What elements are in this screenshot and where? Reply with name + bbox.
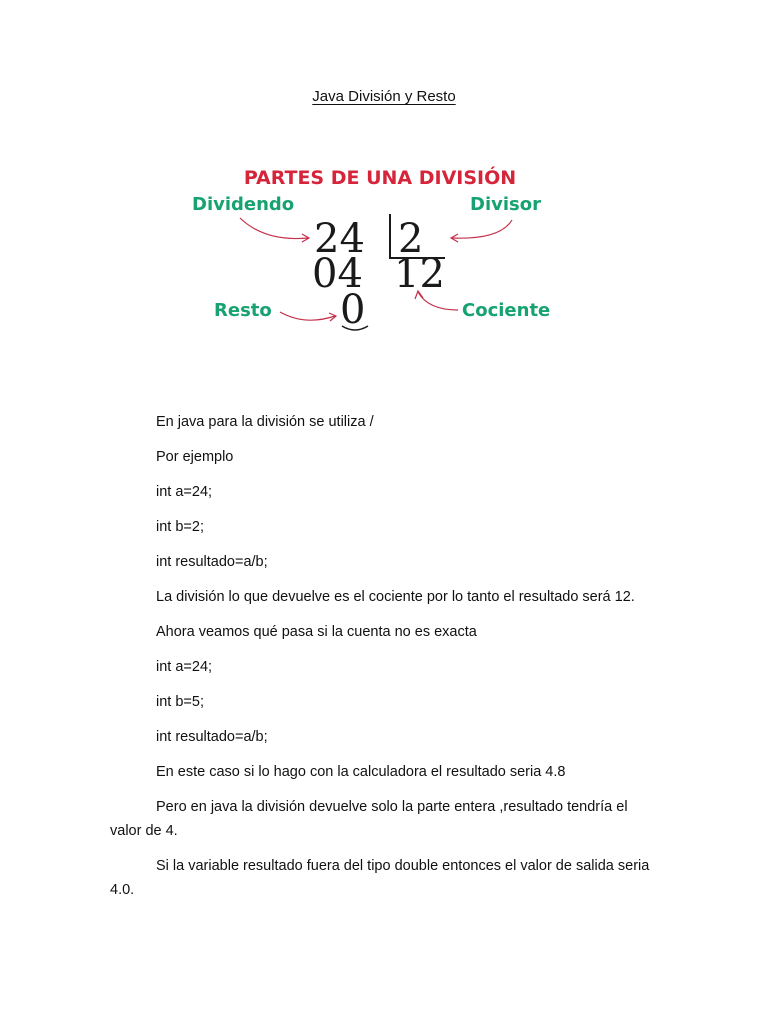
number-quotient: 12 [394, 251, 445, 297]
document-title: Java División y Resto [312, 88, 456, 105]
code-line: int b=5; [156, 694, 204, 710]
code-line: int b=2; [156, 519, 204, 535]
division-parts-figure [180, 150, 580, 350]
figure-heading: PARTES DE UNA DIVISIÓN [243, 167, 517, 189]
paragraph: Por ejemplo [156, 449, 234, 465]
label-remainder: Resto [214, 300, 272, 321]
arrow-remainder [280, 312, 335, 320]
label-quotient: Cociente [462, 300, 551, 321]
paragraph: La división lo que devuelve es el cociente por lo tanto el resultado será 12. [156, 589, 635, 605]
code-line: int resultado=a/b; [156, 554, 268, 570]
arrow-divisor [452, 220, 512, 238]
number-partial: 04 [312, 251, 363, 297]
arrow-dividend [240, 218, 308, 239]
body-text [110, 410, 650, 913]
label-dividend: Dividendo [192, 194, 295, 215]
paragraph: En java para la división se utiliza / [156, 414, 374, 430]
number-remainder: 0 [340, 287, 366, 333]
paragraph: Ahora veamos qué pasa si la cuenta no es exacta [156, 624, 477, 640]
number-dividend: 24 [314, 216, 365, 262]
code-line: int resultado=a/b; [156, 729, 268, 745]
paragraph: Si la variable resultado fuera del tipo double entonces el valor de salida seria 4.0. [110, 858, 650, 898]
label-divisor: Divisor [470, 194, 541, 215]
code-line: int a=24; [156, 484, 213, 500]
number-divisor: 2 [398, 216, 424, 262]
paragraph: En este caso si lo hago con la calculadora el resultado seria 4.8 [156, 764, 566, 780]
code-line: int a=24; [156, 659, 213, 675]
paragraph: Pero en java la división devuelve solo la parte entera ,resultado tendría el valor de 4. [110, 799, 628, 839]
division-diagram [180, 150, 580, 350]
